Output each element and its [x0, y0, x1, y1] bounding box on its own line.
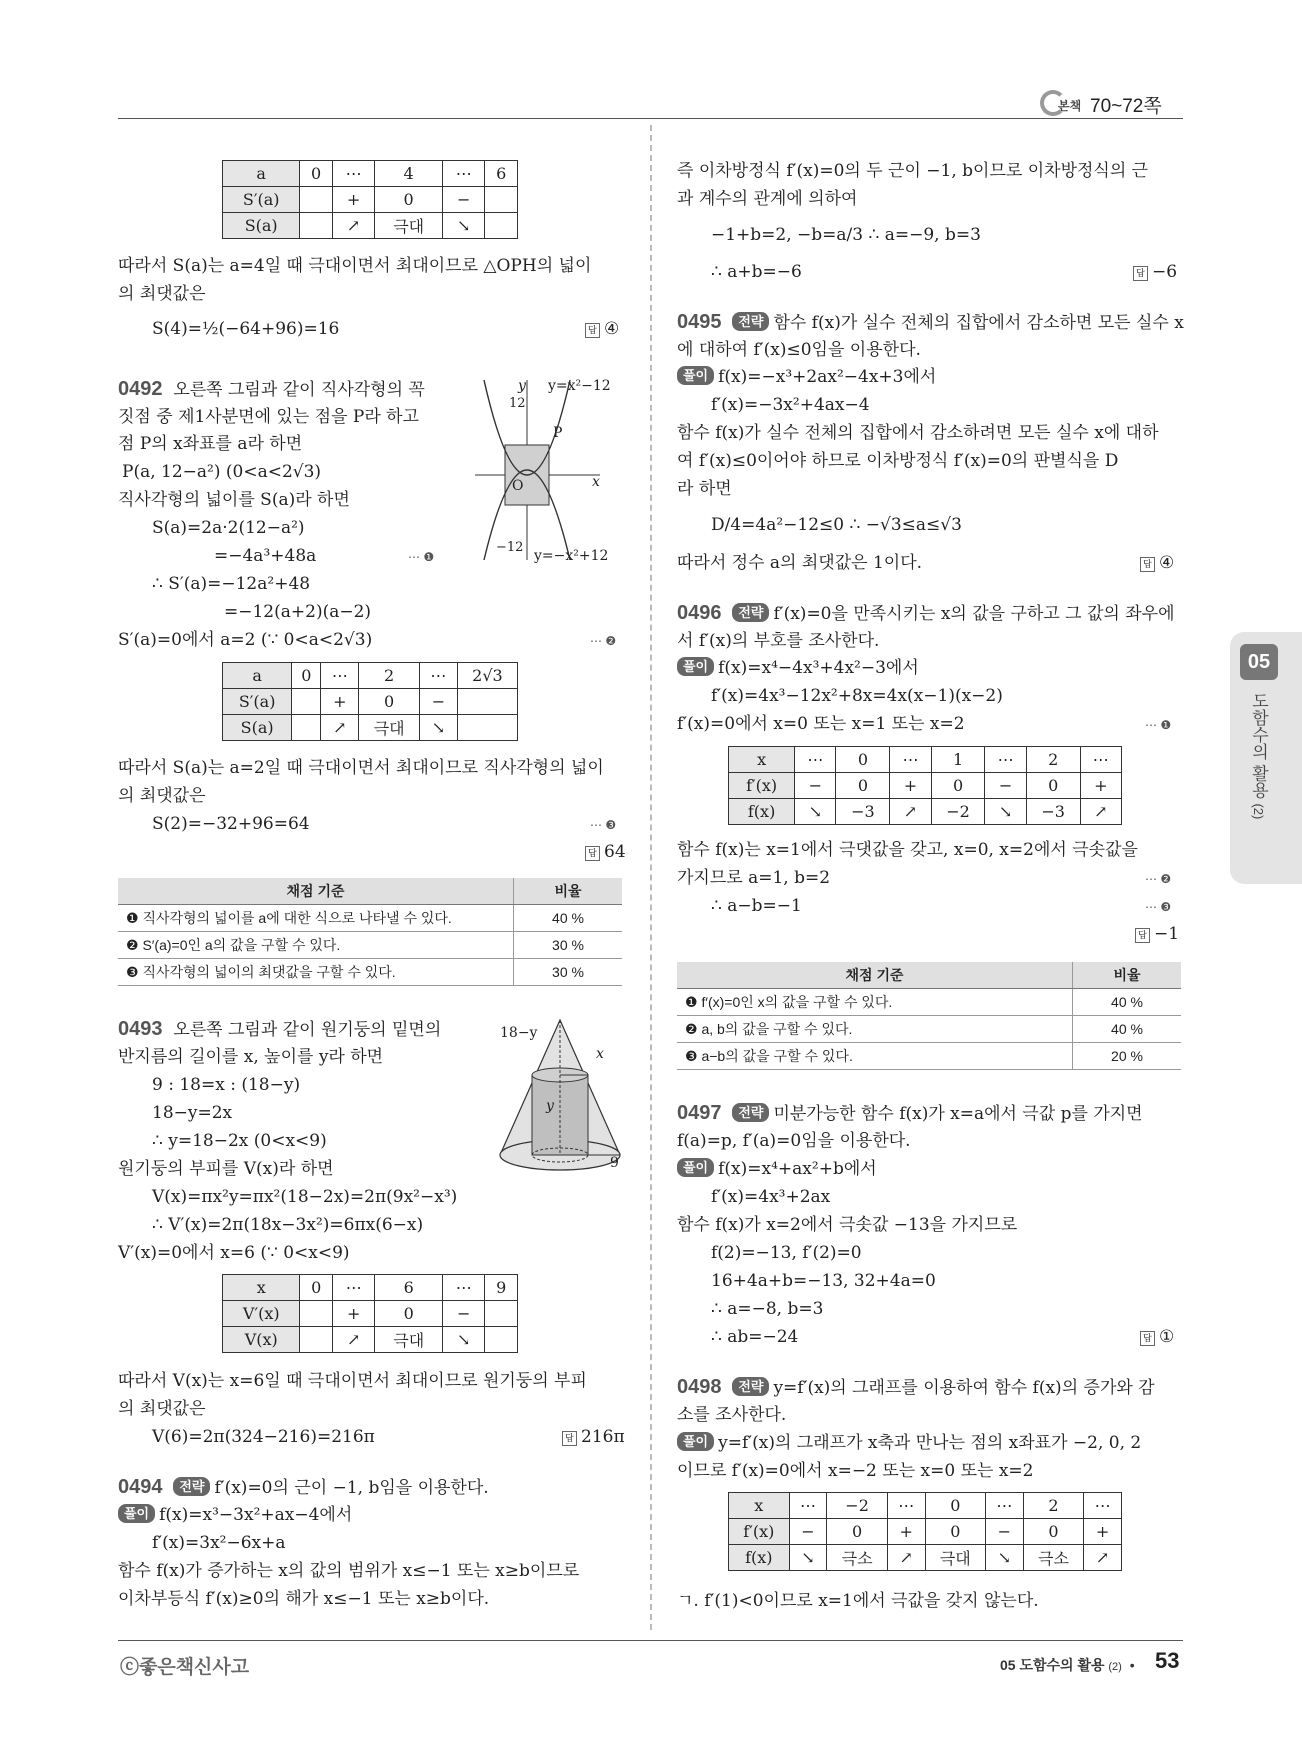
cell: ⋯ — [887, 1493, 925, 1519]
cell: ⋯ — [321, 663, 359, 689]
table-s-a-1 — [222, 160, 518, 239]
problem-number: 0492 — [118, 378, 163, 400]
text-line: f′(x)=3x²−6x+a — [152, 1533, 286, 1553]
parabola-graph — [470, 375, 625, 565]
text-line: f(a)=p, f′(a)=0임을 이용한다. — [677, 1131, 911, 1151]
cell: −2 — [827, 1493, 887, 1519]
table-f-x-0498 — [728, 1492, 1122, 1571]
text-line: =−12(a+2)(a−2) — [224, 602, 372, 622]
score-ratio: 40 % — [1073, 1016, 1182, 1043]
cell: ↘ — [789, 1545, 827, 1571]
text-line: 함수 f(x)가 실수 전체의 집합에서 감소하려면 모든 실수 x에 대하 — [677, 423, 1159, 443]
cell: ↗ — [1084, 1545, 1122, 1571]
cell: 0 — [300, 1275, 333, 1301]
footer-chapter — [1000, 1655, 1139, 1675]
text-line: f′(x)=4x³−12x²+8x=4x(x−1)(x−2) — [711, 686, 1003, 706]
cell — [292, 715, 321, 741]
answer-icon: 답 — [562, 1431, 577, 1446]
cell: − — [419, 689, 457, 715]
text: f′(x)=0을 만족시키는 x의 값을 구하고 그 값의 좌우에 — [773, 604, 1175, 624]
solution-line — [677, 657, 919, 679]
footer-bullet: • — [1129, 1657, 1135, 1673]
cone-base-label: 9 — [610, 1155, 619, 1171]
text-line: 함수 f(x)가 x=2에서 극솟값 −13을 가지므로 — [677, 1215, 1018, 1235]
cell: ↗ — [332, 213, 374, 239]
cell: 0 — [925, 1493, 985, 1519]
cell: −2 — [931, 799, 985, 825]
problem-0492-line1 — [118, 378, 425, 401]
cell: S′(a) — [223, 689, 292, 715]
scoring-table-2 — [677, 962, 1181, 1070]
score-ratio: 30 % — [514, 932, 623, 959]
cell: ↘ — [985, 1545, 1023, 1571]
text-line: S(2)=−32+96=64 — [152, 814, 310, 834]
cell: 1 — [931, 747, 985, 773]
text-line: V(x)=πx²y=πx²(18−2x)=2π(9x²−x³) — [152, 1187, 458, 1207]
problem-0493-line1 — [118, 1018, 441, 1041]
text-line: f′(x)=−3x²+4ax−4 — [711, 395, 870, 415]
cell: ↗ — [321, 715, 359, 741]
score-criterion: ❸ 직사각형의 넓이의 최댓값을 구할 수 있다. — [118, 959, 514, 986]
text: f(x)=−x³+2ax²−4x+3에서 — [718, 367, 937, 387]
answer — [585, 318, 619, 340]
cell: − — [795, 773, 836, 799]
text-line: 9 : 18=x : (18−y) — [152, 1075, 301, 1095]
cell: a — [223, 161, 300, 187]
cell: ↗ — [887, 1545, 925, 1571]
page-range: 70~72쪽 — [1090, 96, 1162, 117]
text: f(x)=x³−3x²+ax−4에서 — [159, 1505, 353, 1525]
cell: 0 — [1023, 1519, 1083, 1545]
answer — [562, 1426, 625, 1448]
step-mark: ⋯ ❶ — [408, 550, 435, 564]
answer-value: ① — [1159, 1327, 1175, 1347]
cell: ↘ — [443, 213, 485, 239]
cell: ↗ — [890, 799, 931, 825]
cell: f′(x) — [729, 773, 795, 799]
table-s-a-2 — [222, 662, 518, 741]
publisher: ⓒ좋은책신사고 — [120, 1657, 250, 1678]
solution-line — [677, 1158, 877, 1180]
cell: + — [332, 187, 374, 213]
cell: 6 — [375, 1275, 443, 1301]
cell: f(x) — [729, 1545, 790, 1571]
score-criterion: ❸ a−b의 값을 구할 수 있다. — [677, 1043, 1073, 1070]
problem-number: 0493 — [118, 1018, 163, 1040]
text-line: S(a)=2a·2(12−a²) — [152, 518, 305, 538]
strategy-tag: 전략 — [732, 603, 769, 622]
problem-number: 0497 — [677, 1102, 722, 1124]
scoring-table-1 — [118, 878, 622, 986]
cell: 9 — [485, 1275, 518, 1301]
cell: ⋯ — [795, 747, 836, 773]
cell: ⋯ — [332, 161, 374, 187]
step-mark: ⋯ ❶ — [1145, 718, 1172, 732]
cell: + — [1080, 773, 1121, 799]
text-line: 따라서 정수 a의 최댓값은 1이다. — [677, 553, 923, 573]
cell: ⋯ — [1084, 1493, 1122, 1519]
cell: ⋯ — [789, 1493, 827, 1519]
text-line: 16+4a+b=−13, 32+4a=0 — [711, 1271, 936, 1291]
solution-tag: 풀이 — [677, 1432, 714, 1451]
cell: 0 — [359, 689, 420, 715]
cell — [485, 187, 518, 213]
problem-0496-line1 — [677, 602, 1175, 625]
header-rule — [118, 118, 1183, 119]
strategy-tag: 전략 — [732, 1377, 769, 1396]
cell: 2√3 — [457, 663, 517, 689]
cell: 0 — [931, 773, 985, 799]
cell: 극대 — [925, 1545, 985, 1571]
text-line: 반지름의 길이를 x, 높이를 y라 하면 — [118, 1047, 384, 1067]
text: f(x)=x⁴+ax²+b에서 — [718, 1159, 877, 1179]
cell: x — [223, 1275, 300, 1301]
cell: x — [729, 1493, 790, 1519]
cell: ⋯ — [333, 1275, 375, 1301]
cell: f(x) — [729, 799, 795, 825]
cell — [457, 689, 517, 715]
text-line: 의 최댓값은 — [118, 1399, 206, 1419]
cone-y-label: y — [546, 1098, 554, 1114]
problem-number: 0494 — [118, 1476, 163, 1498]
solution-tag: 풀이 — [677, 366, 714, 385]
problem-number: 0495 — [677, 311, 722, 333]
answer — [1140, 1326, 1174, 1348]
text-line: S(4)=½(−64+96)=16 — [152, 319, 340, 339]
score-head: 채점 기준 — [118, 878, 514, 905]
score-criterion: ❶ f′(x)=0인 x의 값을 구할 수 있다. — [677, 989, 1073, 1016]
footer-chapter-sub: (2) — [1108, 1661, 1122, 1673]
graph-12-label: 12 — [509, 396, 526, 411]
problem-0498-line1 — [677, 1376, 1155, 1399]
table-v-x — [222, 1274, 518, 1353]
cell: 0 — [827, 1519, 887, 1545]
cell: 2 — [359, 663, 420, 689]
text-line: f′(x)=4x³+2ax — [711, 1187, 831, 1207]
graph-p-label: P — [553, 425, 563, 441]
cell: x — [729, 747, 795, 773]
cell: S′(a) — [223, 187, 300, 213]
text-line: 의 최댓값은 — [118, 786, 206, 806]
cell: ⋯ — [1080, 747, 1121, 773]
answer — [585, 841, 626, 863]
solution-tag: 풀이 — [118, 1504, 155, 1523]
text-line: 따라서 S(a)는 a=2일 때 극대이면서 최대이므로 직사각형의 넓이 — [118, 758, 604, 778]
cell: 0 — [925, 1519, 985, 1545]
cell: −3 — [836, 799, 890, 825]
text-line: 의 최댓값은 — [118, 284, 206, 304]
step-mark: ⋯ ❷ — [590, 634, 617, 648]
cell: 0 — [836, 773, 890, 799]
cell: ⋯ — [443, 1275, 485, 1301]
text-line: ∴ ab=−24 — [711, 1327, 799, 1347]
answer-icon: 답 — [1140, 557, 1155, 572]
text: 함수 f(x)가 실수 전체의 집합에서 감소하면 모든 실수 x — [773, 313, 1184, 333]
solution-line — [118, 1504, 352, 1526]
graph-y-label: y — [518, 378, 526, 394]
text-line: ∴ a+b=−6 — [711, 262, 802, 282]
problem-0495-line1 — [677, 311, 1184, 334]
cell: + — [1084, 1519, 1122, 1545]
cone-x-label: x — [596, 1046, 604, 1062]
answer-icon: 답 — [585, 323, 600, 338]
strategy-tag: 전략 — [173, 1477, 210, 1496]
text-line: =−4a³+48a — [214, 546, 317, 566]
text-line: 따라서 V(x)는 x=6일 때 극대이면서 최대이므로 원기둥의 부피 — [118, 1371, 587, 1391]
column-divider — [650, 125, 652, 1630]
book-label: 본책 — [1058, 99, 1082, 113]
answer-value: 216π — [581, 1427, 625, 1447]
text-line: 라 하면 — [677, 479, 732, 499]
text: 오른쪽 그림과 같이 원기둥의 밑면의 — [173, 1020, 442, 1040]
cell: ↘ — [443, 1327, 485, 1353]
cell: 0 — [375, 187, 443, 213]
cell: + — [321, 689, 359, 715]
text-line: 에 대하여 f′(x)≤0임을 이용한다. — [677, 340, 921, 360]
text-line: 이므로 f′(x)=0에서 x=−2 또는 x=0 또는 x=2 — [677, 1461, 1034, 1481]
text-line: 이차부등식 f′(x)≥0의 해가 x≤−1 또는 x≥b이다. — [118, 1589, 490, 1609]
cell — [485, 213, 518, 239]
cell: − — [443, 187, 485, 213]
text-line: −1+b=2, −b=a/3 ∴ a=−9, b=3 — [711, 225, 981, 245]
text-line: 함수 f(x)는 x=1에서 극댓값을 갖고, x=0, x=2에서 극솟값을 — [677, 840, 1138, 860]
text-line: 여 f′(x)≤0이어야 하므로 이차방정식 f′(x)=0의 판별식을 D — [677, 451, 1119, 471]
cell: ↗ — [333, 1327, 375, 1353]
page-number: 53 — [1155, 1648, 1180, 1673]
score-ratio: 30 % — [514, 959, 623, 986]
header — [1040, 88, 1185, 116]
problem-number: 0496 — [677, 602, 722, 624]
cell: 0 — [300, 161, 333, 187]
answer — [1135, 923, 1179, 945]
cell: 0 — [836, 747, 890, 773]
graph-x-label: x — [592, 474, 600, 490]
cell — [292, 689, 321, 715]
score-criterion: ❷ S′(a)=0인 a의 값을 구할 수 있다. — [118, 932, 514, 959]
graph-m12-label: −12 — [496, 540, 524, 555]
text-line: 즉 이차방정식 f′(x)=0의 두 근이 −1, b이므로 이차방정식의 근 — [677, 161, 1149, 181]
cell: + — [890, 773, 931, 799]
chapter-title — [1246, 692, 1271, 819]
text: 미분가능한 함수 f(x)가 x=a에서 극값 p를 가지면 — [773, 1104, 1143, 1124]
cell: 2 — [1026, 747, 1080, 773]
score-ratio: 20 % — [1073, 1043, 1182, 1070]
text-line: 소를 조사한다. — [677, 1405, 787, 1425]
answer — [1140, 552, 1174, 574]
cell: 0 — [1026, 773, 1080, 799]
table-f-x-0496 — [728, 746, 1122, 825]
text-line: 가지므로 a=1, b=2 — [677, 868, 831, 888]
cell: S(a) — [223, 213, 300, 239]
text-line: ∴ V′(x)=2π(18x−3x²)=6πx(6−x) — [152, 1215, 424, 1235]
step-mark: ⋯ ❸ — [1145, 900, 1172, 914]
cell: 극소 — [827, 1545, 887, 1571]
solution-line — [677, 1432, 1141, 1454]
text: f′(x)=0의 근이 −1, b임을 이용한다. — [214, 1478, 489, 1498]
cell — [300, 1301, 333, 1327]
text-line: ∴ a=−8, b=3 — [711, 1299, 824, 1319]
cell: 2 — [1023, 1493, 1083, 1519]
step-mark: ⋯ ❸ — [590, 818, 617, 832]
cell: − — [789, 1519, 827, 1545]
text-line: 과 계수의 관계에 의하여 — [677, 189, 858, 209]
text-line: S′(a)=0에서 a=2 (∵ 0<a<2√3) — [118, 630, 373, 650]
cell: ⋯ — [985, 747, 1026, 773]
solution-tag: 풀이 — [677, 657, 714, 676]
cell: + — [333, 1301, 375, 1327]
chapter-title-text: 도함수의 활용 — [1249, 692, 1268, 799]
cell: ⋯ — [890, 747, 931, 773]
chapter-title-sub: (2) — [1251, 803, 1266, 820]
problem-0494-line1 — [118, 1476, 489, 1499]
text-line: V′(x)=0에서 x=6 (∵ 0<x<9) — [118, 1243, 350, 1263]
cell: − — [443, 1301, 485, 1327]
problem-number: 0498 — [677, 1376, 722, 1398]
chapter-side-tab — [1230, 632, 1302, 884]
cell: − — [985, 773, 1026, 799]
answer-icon: 답 — [1135, 928, 1150, 943]
text-line: ∴ y=18−2x (0<x<9) — [152, 1131, 327, 1151]
cell: − — [985, 1519, 1023, 1545]
text-line: D/4=4a²−12≤0 ∴ −√3≤a≤√3 — [711, 515, 962, 535]
cell: 0 — [292, 663, 321, 689]
text: 오른쪽 그림과 같이 직사각형의 꼭 — [173, 380, 425, 400]
chapter-number: 05 — [1240, 644, 1278, 680]
footer-rule — [118, 1640, 1183, 1641]
text-line: ㄱ. f′(1)<0이므로 x=1에서 극값을 갖지 않는다. — [677, 1591, 1039, 1611]
text-line: 서 f′(x)의 부호를 조사한다. — [677, 631, 880, 651]
cell: −3 — [1026, 799, 1080, 825]
solution-tag: 풀이 — [677, 1158, 714, 1177]
text-line: V(6)=2π(324−216)=216π — [152, 1427, 375, 1447]
text-line: 함수 f(x)가 증가하는 x의 값의 범위가 x≤−1 또는 x≥b이므로 — [118, 1561, 580, 1581]
text-line: P(a, 12−a²) (0<a<2√3) — [122, 462, 322, 482]
cell: 4 — [375, 161, 443, 187]
answer-value: ④ — [1159, 553, 1175, 573]
score-head: 비율 — [1073, 962, 1182, 989]
cell: + — [887, 1519, 925, 1545]
cell: a — [223, 663, 292, 689]
cell: 극대 — [375, 213, 443, 239]
cell — [485, 1327, 518, 1353]
cell — [300, 1327, 333, 1353]
text-line: ∴ a−b=−1 — [711, 896, 802, 916]
cell: ⋯ — [443, 161, 485, 187]
score-head: 비율 — [514, 878, 623, 905]
text-line: 직사각형의 넓이를 S(a)라 하면 — [118, 490, 350, 510]
score-ratio: 40 % — [1073, 989, 1182, 1016]
strategy-tag: 전략 — [732, 312, 769, 331]
graph-origin-label: O — [512, 478, 524, 494]
footer-chapter-title: 05 도함수의 활용 — [1000, 1657, 1105, 1673]
text: y=f′(x)의 그래프를 이용하여 함수 f(x)의 증가와 감 — [773, 1378, 1155, 1398]
answer — [1133, 261, 1177, 283]
cell: 극소 — [1023, 1545, 1083, 1571]
text-line: 점 P의 x좌표를 a라 하면 — [118, 434, 303, 454]
text: y=f′(x)의 그래프가 x축과 만나는 점의 x좌표가 −2, 0, 2 — [718, 1433, 1142, 1453]
cell: 극대 — [359, 715, 420, 741]
text-line: f(2)=−13, f′(2)=0 — [711, 1243, 862, 1263]
cell: 극대 — [375, 1327, 443, 1353]
answer-value: ④ — [604, 319, 620, 339]
cell: ↘ — [795, 799, 836, 825]
cell: S(a) — [223, 715, 292, 741]
cell: 0 — [375, 1301, 443, 1327]
cell: ↘ — [419, 715, 457, 741]
cell: ↗ — [1080, 799, 1121, 825]
cell: f′(x) — [729, 1519, 790, 1545]
answer-value: −6 — [1152, 262, 1178, 282]
problem-0497-line1 — [677, 1102, 1143, 1125]
strategy-tag: 전략 — [732, 1103, 769, 1122]
cone-top-label: 18−y — [500, 1025, 538, 1041]
answer-icon: 답 — [585, 846, 600, 861]
cell — [300, 187, 333, 213]
score-criterion: ❷ a, b의 값을 구할 수 있다. — [677, 1016, 1073, 1043]
text: f(x)=x⁴−4x³+4x²−3에서 — [718, 658, 919, 678]
step-mark: ⋯ ❷ — [1145, 872, 1172, 886]
cell: V′(x) — [223, 1301, 300, 1327]
text-line: 짓점 중 제1사분면에 있는 점을 P라 하고 — [118, 407, 420, 427]
solution-line — [677, 366, 936, 388]
answer-icon: 답 — [1140, 1331, 1155, 1346]
cell: ⋯ — [985, 1493, 1023, 1519]
answer-icon: 답 — [1133, 266, 1148, 281]
cell: ⋯ — [419, 663, 457, 689]
score-ratio: 40 % — [514, 905, 623, 932]
text-line: f′(x)=0에서 x=0 또는 x=1 또는 x=2 — [677, 714, 965, 734]
text-line: ∴ S′(a)=−12a²+48 — [152, 574, 311, 594]
score-head: 채점 기준 — [677, 962, 1073, 989]
text-line: 따라서 S(a)는 a=4일 때 극대이면서 최대이므로 △OPH의 넓이 — [118, 256, 592, 276]
answer-value: 64 — [604, 842, 626, 862]
graph-curve1-label: y=x²−12 — [548, 378, 611, 394]
cell: 6 — [485, 161, 518, 187]
score-criterion: ❶ 직사각형의 넓이를 a에 대한 식으로 나타낼 수 있다. — [118, 905, 514, 932]
cell: ↘ — [985, 799, 1026, 825]
cell — [485, 1301, 518, 1327]
cell — [300, 213, 333, 239]
cell: V(x) — [223, 1327, 300, 1353]
answer-value: −1 — [1154, 924, 1180, 944]
cell — [457, 715, 517, 741]
text-line: 원기둥의 부피를 V(x)라 하면 — [118, 1159, 334, 1179]
graph-curve2-label: y=−x²+12 — [534, 548, 609, 564]
text-line: 18−y=2x — [152, 1103, 233, 1123]
